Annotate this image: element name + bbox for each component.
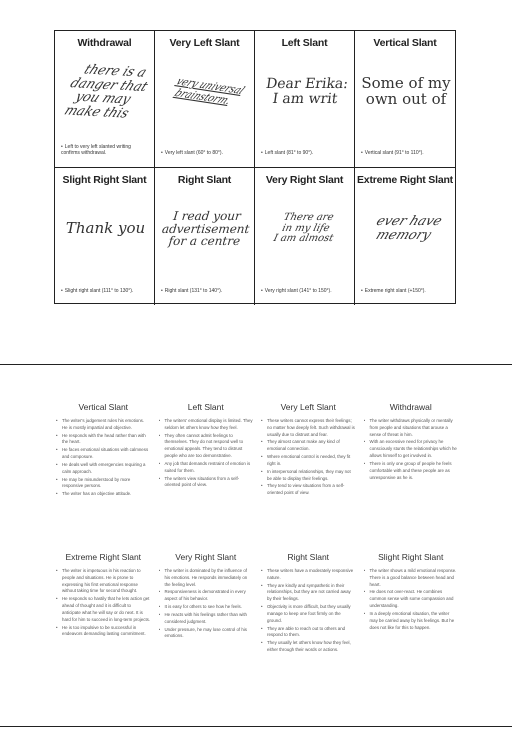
- list-item: • They are kindly and sympathetic in their relationships, but they are not carried away by their feelings.: [261, 583, 356, 603]
- list-item: • The writer is impetuous in his reaction to people and situations. He is prone to expressing his first emotional response without taking time for second thought.: [56, 568, 151, 595]
- desc-title: Very Left Slant: [280, 402, 336, 412]
- list-item: • They usually let others know how they feel, either through their words or actions.: [261, 640, 356, 654]
- cell-title: Left Slant: [281, 37, 328, 49]
- list-item: • Objectivity is more difficult, but they usually manage to keep one foot firmly on the ground.: [261, 604, 356, 624]
- desc-list: [364, 418, 459, 481]
- chart-cell-withdrawal: [55, 31, 155, 168]
- cell-note: • Very right slant (141° to 150°).: [261, 288, 350, 295]
- handwriting-sample: Thank you: [65, 219, 146, 238]
- chart-cell-very-right-slant: [255, 168, 355, 305]
- handwriting-sample: Some of my own out of: [361, 74, 451, 108]
- desc-list: [159, 418, 254, 489]
- list-item: • He faces emotional situations with calmness and composure.: [56, 447, 151, 461]
- cell-title: Slight Right Slant: [62, 174, 147, 186]
- list-item: • In interpersonal relationships, they may not be able to display their feelings.: [261, 469, 356, 483]
- handwriting-sample: ever have memory: [373, 214, 445, 243]
- list-item: • With an excessive need for privacy he consciously stunts the relationships which he allows himself to get involved in.: [364, 439, 459, 459]
- list-item: • Responsiveness is demonstrated in every aspect of his behavior.: [159, 589, 254, 603]
- list-item: • The writers' emotional display is limited. They seldom let others know how they feel.: [159, 418, 254, 432]
- desc-title: Very Right Slant: [175, 552, 237, 562]
- desc-title: Withdrawal: [389, 402, 432, 412]
- list-item: • These writers have a moderately responsive nature.: [261, 568, 356, 582]
- page-divider: [0, 364, 512, 365]
- handwriting-sample: very universal brainstorm.: [171, 75, 247, 107]
- desc-list: [56, 568, 151, 638]
- list-item: • The writers view situations from a self-oriented point of view.: [159, 476, 254, 490]
- desc-title: Slight Right Slant: [378, 552, 444, 562]
- list-item: • It is easy for others to see how he feels.: [159, 604, 254, 611]
- desc-list: [364, 568, 459, 631]
- list-item: • Under pressure, he may lose control of his emotions.: [159, 627, 254, 641]
- list-item: • In a deeply emotional situation, the writer may be carried away by his feelings. But he does not like for this to happen.: [364, 611, 459, 631]
- list-item: • He responds with the head rather than with the heart.: [56, 433, 151, 447]
- desc-left-slant: [159, 400, 254, 543]
- desc-title: Extreme Right Slant: [65, 552, 142, 562]
- list-item: • He may be misunderstood by more responsive persons.: [56, 477, 151, 491]
- cell-title: Vertical Slant: [373, 37, 437, 49]
- list-item: • Any job that demands restraint of emotion is suited for them.: [159, 461, 254, 475]
- chart-cell-extreme-right-slant: [355, 168, 455, 305]
- cell-note: • Left slant (81° to 90°).: [261, 150, 350, 157]
- chart-cell-right-slant: [155, 168, 255, 305]
- list-item: • The writer shows a mild emotional response. There is a good balance between head and heart.: [364, 568, 459, 588]
- desc-very-left-slant: [261, 400, 356, 543]
- list-item: • They almost cannot make any kind of emotional connection.: [261, 439, 356, 453]
- handwriting-sample: Dear Erika: I am writ: [264, 76, 349, 107]
- cell-note: • Vertical slant (91° to 110°).: [361, 150, 451, 157]
- handwriting-sample: There are in my life I am almost: [271, 212, 335, 245]
- desc-vertical-slant: [56, 400, 151, 543]
- list-item: • He reacts with his feelings rather than with considered judgment.: [159, 612, 254, 626]
- desc-slight-right-slant: [364, 550, 459, 693]
- cell-title: Right Slant: [177, 174, 232, 186]
- slant-chart: [54, 30, 456, 304]
- desc-list: [261, 418, 356, 497]
- list-item: • They often cannot admit feelings to themselves. They do not respond well to emotional appeals. They tend to distrust people who are too demonstrative.: [159, 433, 254, 460]
- chart-cell-very-left-slant: [155, 31, 255, 168]
- cell-title: Extreme Right Slant: [357, 174, 453, 186]
- handwriting-sample: there is a danger that you may make this: [61, 62, 150, 122]
- cell-note: • Extreme right slant (+150°).: [361, 288, 451, 295]
- cell-title: Withdrawal: [77, 37, 132, 49]
- desc-list: [56, 418, 151, 498]
- list-item: • He is too impulsive to be successful in endeavors demanding lasting commitment.: [56, 625, 151, 639]
- list-item: • He does not over-react. He combines common sense with some compassion and understanding.: [364, 589, 459, 609]
- desc-right-slant: [261, 550, 356, 693]
- list-item: • There is only one group of people he feels comfortable with and these people are as unresponsive as he is.: [364, 461, 459, 481]
- handwriting-sample: I read your advertisement for a centre: [161, 209, 250, 249]
- desc-extreme-right-slant: [56, 550, 151, 693]
- cell-note: • Right slant (131° to 140°).: [161, 288, 250, 295]
- desc-title: Right Slant: [287, 552, 330, 562]
- list-item: • He deals well with emergencies requiring a calm approach.: [56, 462, 151, 476]
- list-item: • They tend to view situations from a self-oriented point of view.: [261, 483, 356, 497]
- cell-note: • Left to very left slanted writing confirms withdrawal.: [61, 144, 150, 158]
- page-bottom-rule: [0, 726, 512, 727]
- cell-note: • Slight right slant (111° to 130°).: [61, 288, 150, 295]
- cell-title: Very Left Slant: [169, 37, 240, 49]
- list-item: • He responds so hastily that he lets action get ahead of thought and it is difficult to anticipate what he will say or do next. It is hard for him to succeed in long-term projects.: [56, 596, 151, 623]
- list-item: • Where emotional control is needed, they fit right in.: [261, 454, 356, 468]
- desc-very-right-slant: [159, 550, 254, 693]
- list-item: • The writer has an objective attitude.: [56, 491, 151, 498]
- desc-withdrawal: [364, 400, 459, 543]
- slant-descriptions: [56, 400, 458, 700]
- chart-cell-slight-right-slant: [55, 168, 155, 305]
- desc-list: [159, 568, 254, 640]
- list-item: • They are able to reach out to others and respond to them.: [261, 626, 356, 640]
- cell-note: • Very left slant (60° to 80°).: [161, 150, 250, 157]
- cell-title: Very Right Slant: [265, 174, 344, 186]
- chart-cell-left-slant: [255, 31, 355, 168]
- desc-title: Left Slant: [187, 402, 224, 412]
- chart-cell-vertical-slant: [355, 31, 455, 168]
- desc-list: [261, 568, 356, 654]
- list-item: • The writer's judgement rules his emotions. He is mostly impartial and objective.: [56, 418, 151, 432]
- desc-title: Vertical Slant: [78, 402, 129, 412]
- list-item: • The writer is dominated by the influence of his emotions. He responds immediately on the feeling level.: [159, 568, 254, 588]
- list-item: • These writers cannot express their feelings; no matter how deeply felt. Such withdrawal is usually due to distrust and fear.: [261, 418, 356, 438]
- list-item: • The writer withdraws physically or mentally from people and situations that arouse a sense of threat in him.: [364, 418, 459, 438]
